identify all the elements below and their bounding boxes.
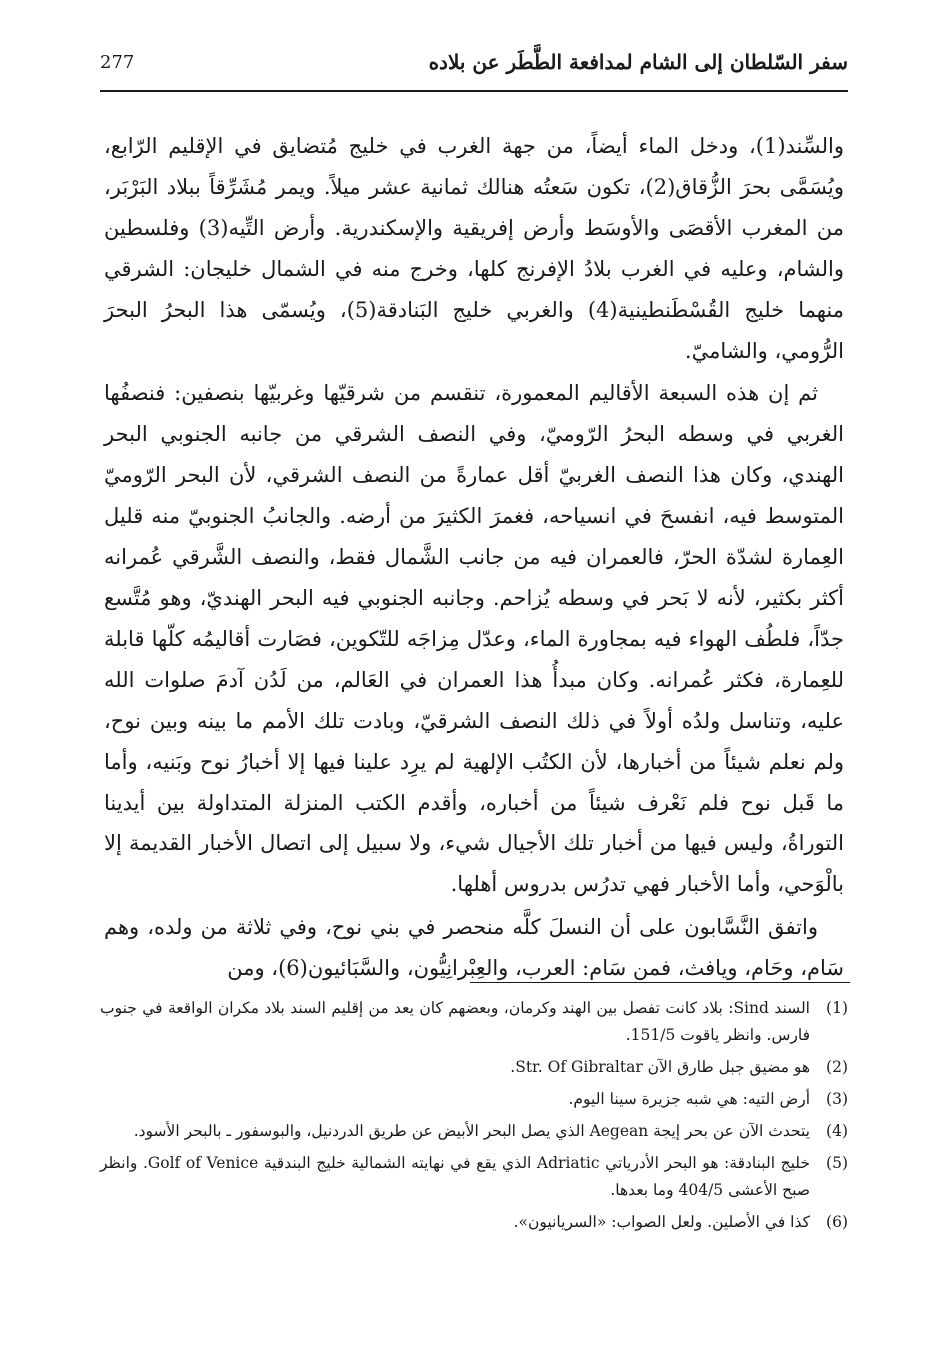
footnote-text: هو مضيق جبل طارق الآن Str. Of Gibraltar. — [510, 1058, 810, 1076]
footnote-text: خليج البنادقة: هو البحر الأدرياتي Adriatic الذي يقع في نهايته الشمالية خليج البندقية Golf of Venice. وانظر صبح الأعشى 404/5 وما بعدها. — [100, 1154, 810, 1199]
footnote — [100, 1086, 848, 1113]
footnote — [100, 1054, 848, 1081]
paragraph: والسِّند(1)، ودخل الماء أيضاً، من جهة الغرب في خليج مُتضايق في الإقليم الرّابع، ويُسَمَّى بحرَ الزُّقاق(2)، تكون سَعتُه هنالك ثمانية عشر ميلاً. ويمر مُشَرِّقاً ببلاد البَرْبَر، من المغرب الأقصَى والأوسَط وأرض إفريقية والإسكندرية. وأرض التِّيه(3) وفلسطين والشام، وعليه في الغرب بلادُ الإفرنج كلها، وخرج منه في الشمال خليجان: الشرقي منهما خليج القُسْطَنطينية(4) والغربي خليج البَنادقة(5)، ويُسمّى هذا البحرُ البحرَ الرُّومي، والشاميّ. — [104, 134, 845, 363]
footnotes — [100, 995, 848, 1241]
footnote-number: (6) — [826, 1213, 848, 1231]
footnote-number: (1) — [826, 999, 848, 1017]
page-number: 277 — [100, 52, 135, 73]
footnote-number: (2) — [826, 1058, 848, 1076]
footnote-number: (5) — [826, 1154, 848, 1172]
footnote-text: كذا في الأصلين. ولعل الصواب: «السريانيون». — [513, 1213, 810, 1231]
footnote-number: (3) — [826, 1090, 848, 1108]
footnote-separator — [470, 982, 850, 983]
running-title: سفر السّلطان إلى الشام لمدافعة الطَّطَر عن بلاده — [428, 50, 848, 74]
paragraph: ثم إن هذه السبعة الأقاليم المعمورة، تنقسم من شرقيّها وغربيّها بنصفين: فنصفُها الغربي في وسطه البحرُ الرّوميّ، وفي النصف الشرقي من جانبه الجنوبي البحر الهندي، وكان هذا النصف الغربيّ أقل عمارةً من النصف الشرقي، لأن البحر الرّوميّ المتوسط فيه، انفسحَ في انسياحه، فغمرَ الكثيرَ من أرضه. والجانبُ الجنوبيّ منه قليل العِمارة لشدّة الحرّ، فالعمران فيه من جانب الشَّمال فقط، والنصف الشَّرقي عُمرانه أكثر بكثير، لأنه لا بَحر في وسطه يُزاحم. وجانبه الجنوبي فيه البحر الهنديّ، وهو مُتَّسع جدّاً، فلطُف الهواء فيه بمجاورة الماء، وعدّل مِزاجَه للتّكوين، فصَارت أقاليمُه كلّها قابلة للعِمارة، فكثر عُمرانه. وكان مبدأُ هذا العمران في العَالم، من لَدُن آدمَ صلوات الله عليه، وتناسل ولدُه أولاً في ذلك النصف الشرقيّ، وبادت تلك الأمم ما بينه وبين نوح، ولم نعلم شيئاً من أخبارها، لأن الكتُب الإلهية لم يرِد علينا فيها إلا أخبارُ نوح وبَنيه، وأما ما قَبل نوح فلم نَعْرف شيئاً من أخباره، وأقدم الكتب المنزلة المتداولة بين أيدينا التوراةُ، وليس فيها من أخبار تلك الأجيال شيء، ولا سبيل إلى اتصال الأخبار القديمة إلا بالْوَحي، وأما الأخبار فهي تدرُس بدروس أهلها. — [104, 381, 844, 897]
running-head — [100, 46, 848, 80]
header-rule — [100, 90, 848, 92]
footnote-text: أرض التيه: هي شبه جزيرة سينا اليوم. — [568, 1090, 810, 1108]
footnote — [100, 1209, 848, 1236]
footnote-text: يتحدث الآن عن بحر إيجة Aegean الذي يصل البحر الأبيض عن طريق الدردنيل، والبوسفور ـ بالبحر الأسود. — [133, 1122, 810, 1140]
footnote-text: السند Sind: بلاد كانت تفصل بين الهند وكرمان، وبعضهم كان يعد من إقليم السند بلاد مكران الواقعة في جنوب فارس. وانظر ياقوت 151/5. — [100, 999, 810, 1044]
paragraph: واتفق النَّسَّابون على أن النسلَ كلَّه منحصر في بني نوح، وفي ثلاثة من ولده، وهم سَام، وحَام، ويافث، فمن سَام: العرب، والعِبْرانِيُّون، والسَّبَائيون(6)، ومن — [104, 915, 844, 981]
footnote-number: (4) — [826, 1122, 848, 1140]
footnote — [100, 995, 848, 1049]
main-text — [104, 126, 844, 989]
footnote — [100, 1118, 848, 1145]
footnote — [100, 1150, 848, 1204]
